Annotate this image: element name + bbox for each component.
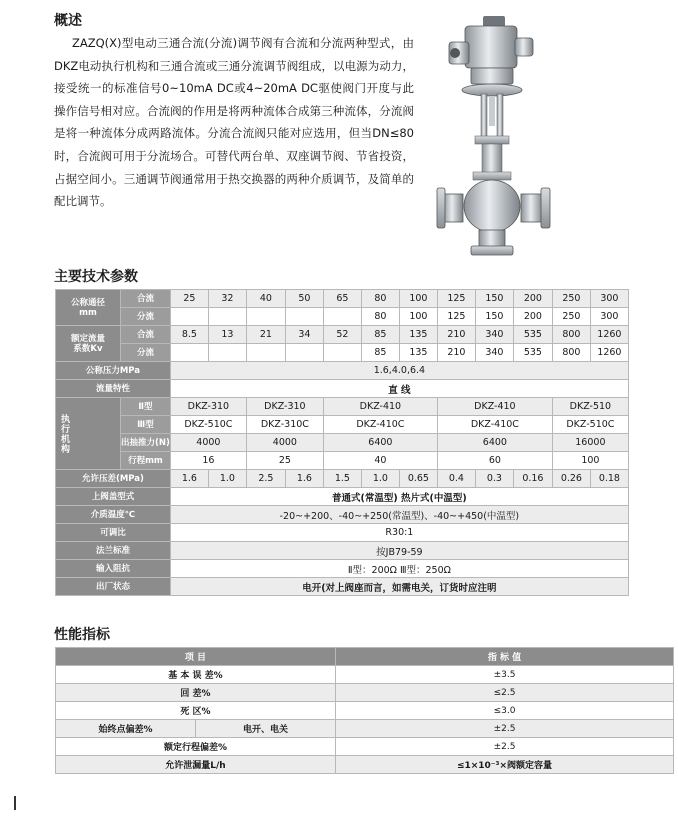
performance-item: 回 差%: [56, 684, 336, 702]
performance-item: 始终点偏差%: [56, 720, 196, 738]
dn-cell: 25: [170, 290, 208, 308]
dn-cell: 32: [208, 290, 246, 308]
performance-value: ≤2.5: [336, 684, 674, 702]
kv-cell: [208, 344, 246, 362]
thrust-cell: 16000: [552, 434, 628, 452]
specs-heading: 主要技术参数: [54, 269, 138, 285]
kv-cell: 800: [552, 344, 590, 362]
kv-cell: 34: [285, 326, 323, 344]
flow-label: 流量特性: [56, 380, 171, 398]
bonnet-row: [56, 488, 629, 506]
dn-cell: 125: [437, 290, 475, 308]
dp-cell: 0.26: [552, 470, 590, 488]
merge-label: 合流: [121, 290, 171, 308]
type3-cell: DKZ-410C: [437, 416, 552, 434]
type3-cell: DKZ-510C: [552, 416, 628, 434]
performance-table: [55, 647, 674, 774]
impedance-value: Ⅱ型：200Ω Ⅲ型：250Ω: [170, 560, 628, 578]
kv-cell: 52: [323, 326, 361, 344]
kv-cell: 85: [361, 326, 399, 344]
kv-cell: [246, 344, 285, 362]
dn-cell: [208, 308, 246, 326]
dn-cell: 150: [475, 290, 513, 308]
dp-cell: 0.18: [590, 470, 628, 488]
pressure-value: 1.6,4.0,6.4: [170, 362, 628, 380]
kv-split-row: [56, 344, 629, 362]
kv-cell: 535: [513, 326, 552, 344]
dn-cell: [170, 308, 208, 326]
thrust-cell: 4000: [170, 434, 246, 452]
flow-row: [56, 380, 629, 398]
performance-item: 允许泄漏量L/h: [56, 756, 336, 774]
performance-item: 死 区%: [56, 702, 336, 720]
range-row: [56, 524, 629, 542]
stroke-cell: 25: [246, 452, 323, 470]
performance-row: [56, 702, 674, 720]
dn-cell: 150: [475, 308, 513, 326]
kv-cell: 8.5: [170, 326, 208, 344]
dp-cell: 0.65: [399, 470, 437, 488]
valve-illustration: [435, 16, 560, 266]
dn-cell: 300: [590, 290, 628, 308]
dn-cell: 250: [552, 308, 590, 326]
type2-cell: DKZ-310: [246, 398, 323, 416]
performance-value: ±2.5: [336, 720, 674, 738]
dn-label: 公称通径 mm: [56, 290, 121, 326]
col-value-header: 指 标 值: [336, 648, 674, 666]
dp-cell: 0.3: [475, 470, 513, 488]
margin-mark: [14, 796, 16, 810]
dn-cell: [323, 308, 361, 326]
dp-cell: 1.6: [170, 470, 208, 488]
dp-cell: 1.0: [208, 470, 246, 488]
impedance-row: [56, 560, 629, 578]
split-label: 分流: [121, 344, 171, 362]
factory-label: 出厂状态: [56, 578, 171, 596]
stroke-label: 行程mm: [121, 452, 171, 470]
kv-cell: 210: [437, 326, 475, 344]
kv-cell: 21: [246, 326, 285, 344]
performance-item: 额定行程偏差%: [56, 738, 336, 756]
pressure-label: 公称压力MPa: [56, 362, 171, 380]
type3-row: [56, 416, 629, 434]
kv-cell: 135: [399, 344, 437, 362]
type3-cell: DKZ-410C: [323, 416, 437, 434]
flow-value: 直 线: [170, 380, 628, 398]
dn-cell: 80: [361, 308, 399, 326]
col-item-header: 项 目: [56, 648, 336, 666]
type3-cell: DKZ-310C: [246, 416, 323, 434]
dn-cell: 40: [246, 290, 285, 308]
dn-cell: 250: [552, 290, 590, 308]
range-label: 可调比: [56, 524, 171, 542]
kv-cell: [170, 344, 208, 362]
overview-text: ZAZQ(X)型电动三通合流(分流)调节阀有合流和分流两种型式，由DKZ电动执行机构和三通合流或三通分流调节阀组成，以电源为动力，接受统一的标准信号0~10mA DC或4~20mA DC驱使阀门开度与此操作信号相对应。合流阀的作用是将两种流体合成第三种流体，分流阀是将一种流体分成两路流体。分流合流阀只能对应选用，但当DN≤80时，合流阀可用于分流场合。可替代两台单、双座调节阀、节省投资，占据空间小。三通调节阀通常用于热交换器的两种介质调节，及简单的配比调节。: [54, 36, 414, 209]
dp-label: 允许压差(MPa): [56, 470, 171, 488]
temp-row: [56, 506, 629, 524]
performance-value: ≤3.0: [336, 702, 674, 720]
bonnet-label: 上阀盖型式: [56, 488, 171, 506]
kv-label: 额定流量 系数Kv: [56, 326, 121, 362]
merge-label: 合流: [121, 326, 171, 344]
actuator-label-text: 执行机构: [59, 413, 69, 454]
thrust-label: 出抽推力(N): [121, 434, 171, 452]
flange-label: 法兰标准: [56, 542, 171, 560]
stroke-row: [56, 452, 629, 470]
range-value: R30:1: [170, 524, 628, 542]
type2-cell: DKZ-410: [323, 398, 437, 416]
dn-cell: 125: [437, 308, 475, 326]
performance-subitem: 电开、电关: [196, 720, 336, 738]
kv-cell: 1260: [590, 326, 628, 344]
stroke-cell: 40: [323, 452, 437, 470]
dp-cell: 0.4: [437, 470, 475, 488]
performance-row: [56, 720, 674, 738]
thrust-cell: 6400: [437, 434, 552, 452]
performance-value: ±2.5: [336, 738, 674, 756]
kv-cell: 135: [399, 326, 437, 344]
performance-row: [56, 738, 674, 756]
dp-cell: 1.0: [361, 470, 399, 488]
performance-row: [56, 684, 674, 702]
kv-cell: 85: [361, 344, 399, 362]
performance-heading: 性能指标: [54, 627, 110, 643]
performance-row: [56, 756, 674, 774]
dn-cell: 100: [399, 290, 437, 308]
stroke-cell: 60: [437, 452, 552, 470]
actuator-label: [56, 398, 121, 470]
type2-cell: DKZ-310: [170, 398, 246, 416]
kv-cell: 535: [513, 344, 552, 362]
dn-cell: [246, 308, 285, 326]
type3-cell: DKZ-510C: [170, 416, 246, 434]
flange-row: [56, 542, 629, 560]
bonnet-value: 普通式(常温型) 热片式(中温型): [170, 488, 628, 506]
dn-merge-row: [56, 290, 629, 308]
type2-cell: DKZ-510: [552, 398, 628, 416]
pressure-row: [56, 362, 629, 380]
dn-cell: 200: [513, 308, 552, 326]
split-label: 分流: [121, 308, 171, 326]
factory-value: 电开(对上阀座而言，如需电关，订货时应注明: [170, 578, 628, 596]
spec-table: [55, 289, 629, 596]
dn-cell: 80: [361, 290, 399, 308]
dp-cell: 1.5: [323, 470, 361, 488]
thrust-cell: 6400: [323, 434, 437, 452]
performance-header-row: [56, 648, 674, 666]
type3-label: Ⅲ型: [121, 416, 171, 434]
type2-cell: DKZ-410: [437, 398, 552, 416]
kv-cell: 13: [208, 326, 246, 344]
performance-row: [56, 666, 674, 684]
performance-value: ≤1×10⁻³×阀额定容量: [336, 756, 674, 774]
kv-cell: 800: [552, 326, 590, 344]
dp-cell: 1.6: [285, 470, 323, 488]
dn-cell: 100: [399, 308, 437, 326]
performance-item: 基 本 误 差%: [56, 666, 336, 684]
kv-merge-row: [56, 326, 629, 344]
thrust-cell: 4000: [246, 434, 323, 452]
kv-cell: 1260: [590, 344, 628, 362]
dp-cell: 2.5: [246, 470, 285, 488]
dn-cell: [285, 308, 323, 326]
overview-heading: 概述: [54, 13, 82, 29]
dp-cell: 0.16: [513, 470, 552, 488]
thrust-row: [56, 434, 629, 452]
type2-label: Ⅱ型: [121, 398, 171, 416]
kv-cell: 340: [475, 326, 513, 344]
type2-row: [56, 398, 629, 416]
dn-split-row: [56, 308, 629, 326]
dn-cell: 300: [590, 308, 628, 326]
kv-cell: 210: [437, 344, 475, 362]
kv-cell: [285, 344, 323, 362]
stroke-cell: 16: [170, 452, 246, 470]
stroke-cell: 100: [552, 452, 628, 470]
impedance-label: 输入阻抗: [56, 560, 171, 578]
kv-cell: 340: [475, 344, 513, 362]
dn-cell: 65: [323, 290, 361, 308]
kv-cell: [323, 344, 361, 362]
temp-value: -20~+200、-40~+250(常温型)、-40~+450(中温型): [170, 506, 628, 524]
dn-cell: 50: [285, 290, 323, 308]
flange-value: 按JB79-59: [170, 542, 628, 560]
dp-row: [56, 470, 629, 488]
factory-row: [56, 578, 629, 596]
dn-cell: 200: [513, 290, 552, 308]
performance-value: ±3.5: [336, 666, 674, 684]
temp-label: 介质温度℃: [56, 506, 171, 524]
